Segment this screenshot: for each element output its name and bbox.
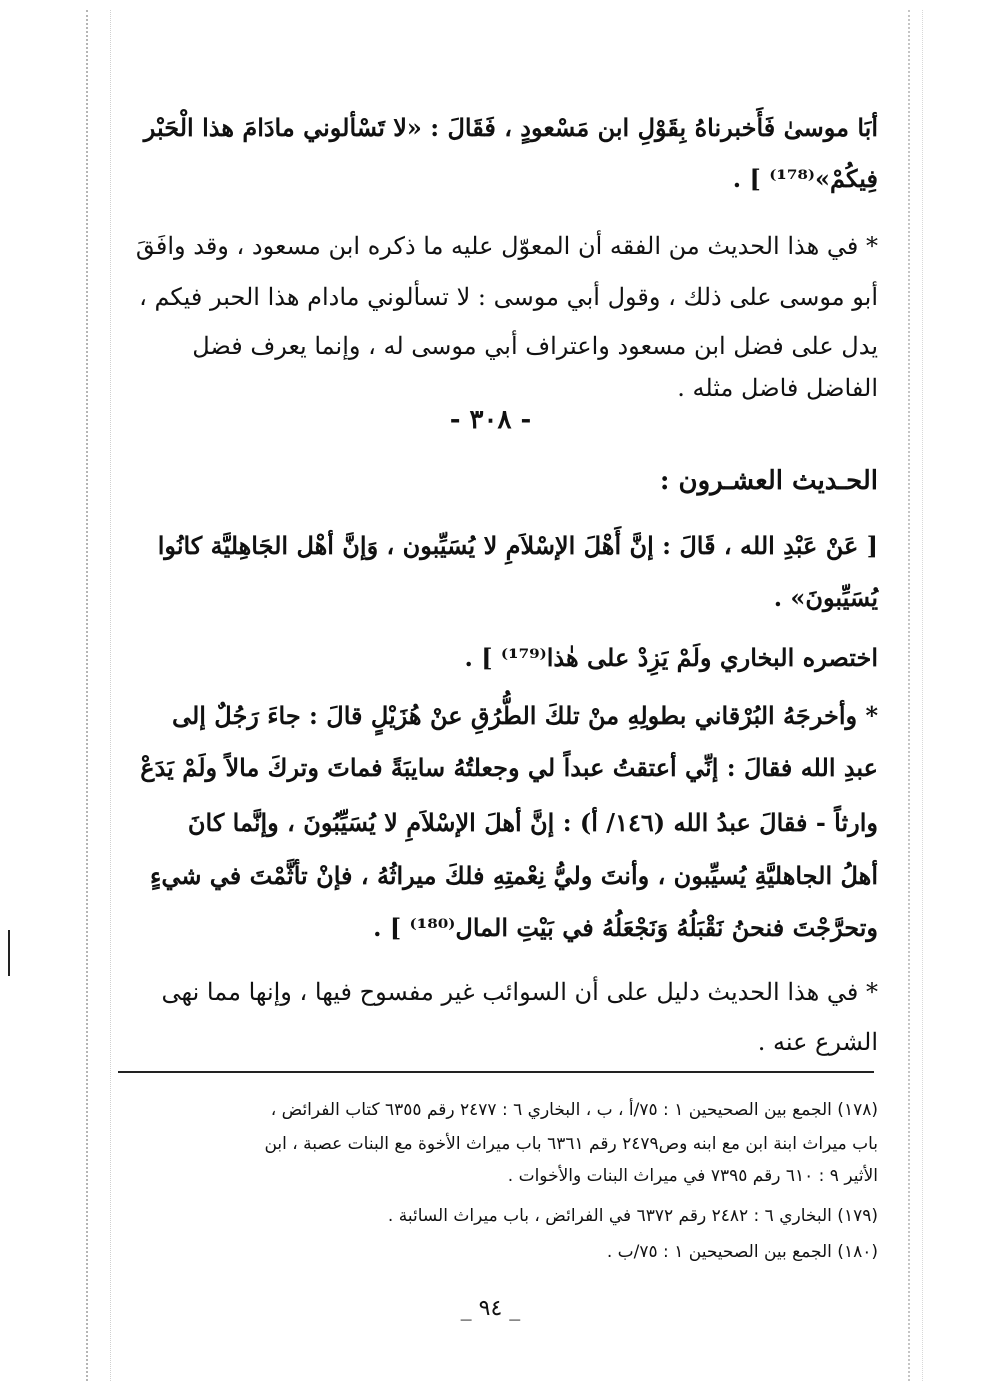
commentary-line: * في هذا الحديث دليل على أن السوائب غير مفسوح فيها ، وإنها مما نهى bbox=[161, 978, 878, 1006]
scan-margin-dots bbox=[908, 10, 910, 1381]
commentary-line: الشرع عنه . bbox=[757, 1028, 878, 1056]
scan-margin-dots bbox=[922, 10, 923, 1381]
body-line: فِيكُمْ»⁽¹⁷⁸⁾ ] . bbox=[732, 164, 878, 193]
hadith-line: وتحرَّجْتَ فنحنُ نَقْبَلُهُ وَنَجْعَلُهُ في بَيْتِ المال⁽¹⁸⁰⁾ ] . bbox=[373, 913, 878, 942]
body-line: الفاضل فاضل مثله . bbox=[677, 374, 878, 402]
hadith-line: [ عَنْ عَبْدِ الله ، قَالَ : إنَّ أَهْلَ الإسْلاَمِ لا يُسَيِّبون ، وَإنَّ أهْل الجَاهِليَّة كانُوا bbox=[157, 531, 878, 560]
hadith-line: اختصره البخاري ولَمْ يَزِدْ على هٰذا⁽¹⁷⁹⁾ ] . bbox=[464, 643, 878, 672]
scan-edge-mark bbox=[8, 930, 10, 976]
footnote-line: (١٧٩) البخاري ٦ : ٢٤٨٢ رقم ٦٣٧٢ في الفرائض ، باب ميراث السائبة . bbox=[387, 1206, 878, 1226]
footnote-divider bbox=[118, 1071, 874, 1073]
scan-margin-dots bbox=[86, 10, 88, 1381]
body-line: أبو موسى على ذلك ، وقول أبي موسى : لا تسألوني مادام هذا الحبر فيكم ، bbox=[139, 283, 878, 311]
footnote-line: (١٨٠) الجمع بين الصحيحين ١ : ٧٥/ب . bbox=[606, 1242, 878, 1262]
hadith-line: يُسَيِّبونَ» . bbox=[773, 583, 878, 612]
body-line: * في هذا الحديث من الفقه أن المعوّل عليه ما ذكره ابن مسعود ، وقد وافَقَ bbox=[135, 232, 878, 260]
scan-margin-dots bbox=[110, 10, 111, 1381]
section-number: - ٣٠٨ - bbox=[449, 405, 532, 435]
footnote-line: الأثير ٩ : ٦١٠ رقم ٧٣٩٥ في ميراث البنات والأخوات . bbox=[507, 1166, 878, 1186]
hadith-line: * وأخرجَهُ البُرْقاني بطولِهِ منْ تلكَ الطُّرُقِ عنْ هُزَيْلٍ قالَ : جاءَ رَجُلٌ إلى bbox=[171, 701, 878, 730]
hadith-line: وارثاً - فقالَ عبدُ الله (١٤٦/ أ) : إنَّ أهلَ الإسْلاَمِ لا يُسَيِّبُونَ ، وإنَّما كانَ bbox=[187, 808, 878, 837]
body-line: يدل على فضل ابن مسعود واعتراف أبي موسى له ، وإنما يعرف فضل bbox=[192, 332, 878, 360]
footnote-line: (١٧٨) الجمع بين الصحيحين ١ : ٧٥/أ ، ب ، البخاري ٦ : ٢٤٧٧ رقم ٦٣٥٥ كتاب الفرائض ، bbox=[270, 1100, 878, 1120]
page-number: _ ٩٤ _ bbox=[460, 1296, 521, 1321]
body-line: أبَا موسىٰ فَأَخبرناهُ بِقَوْلِ ابن مَسْعودٍ ، فَقَالَ : «لا تَسْألوني مادَامَ هذا الْحَبْر bbox=[143, 113, 878, 142]
hadith-line: عبدِ الله فقالَ : إنِّي أعتقتُ عبداً لي وجعلتُهُ سايبَةً فماتَ وتركَ مالاً ولَمْ يَدَعْ bbox=[140, 753, 878, 782]
footnote-line: باب ميراث ابنة ابن مع ابنه وص٢٤٧٩ رقم ٦٣٦١ باب ميراث الأخوة مع البنات عصبة ، ابن bbox=[264, 1134, 878, 1154]
hadith-line: أهلُ الجاهليَّةِ يُسيِّبون ، وأنتَ وليُّ نِعْمتِهِ فلكَ ميراثُهُ ، فإنْ تأثَّمْتَ في شيءٍ bbox=[150, 861, 878, 890]
section-heading: الحـديث العشـرون : bbox=[659, 466, 878, 496]
